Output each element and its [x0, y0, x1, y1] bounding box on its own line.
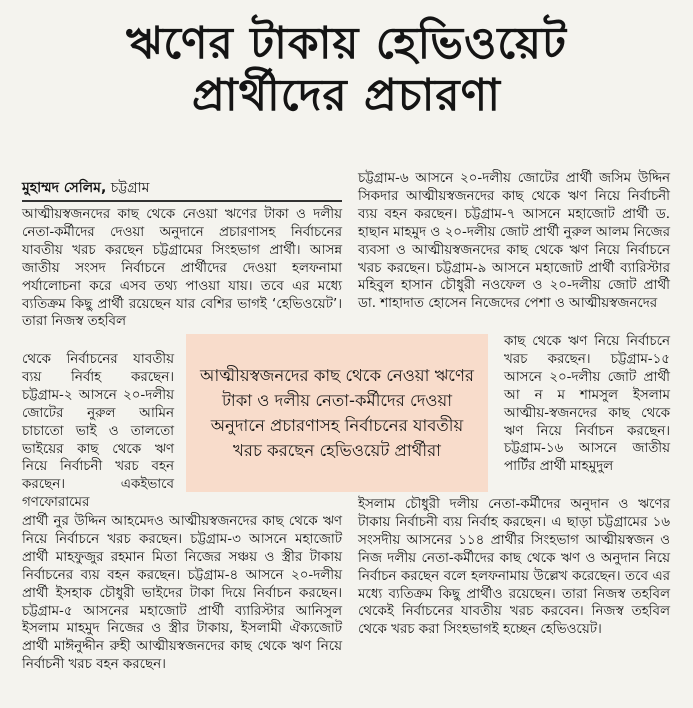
left-column-top-text: আত্মীয়স্বজনদের কাছ থেকে নেওয়া ঋণের টাকা ও দলীয় নেতা-কর্মীদের দেওয়া অনুদানে প্রচারণাসহ নির্বাচনের যাবতীয় খরচ করছেন চট্টগ্রামের সিংহভাগ প্রার্থী। আসন্ন জাতীয় সংসদ নির্বাচনে প্রার্থীদের দেওয়া হলফনামা পর্যালোচনা করে এসব তথ্য পাওয়া যায়। তবে এর মধ্যে ব্যতিক্রম কিছু প্রার্থী রয়েছেন যার বেশির ভাগই ‘হেভিওয়েট’। তারা নিজস্ব তহবিল: [22, 207, 342, 330]
left-column-top: [22, 206, 342, 331]
right-column-top-text: চট্টগ্রাম-৬ আসনে ২০-দলীয় জোটের প্রার্থী জসিম উদ্দিন সিকদার আত্মীয়স্বজনদের কাছ থেকে ঋণ নিয়ে নির্বাচনী ব্যয় বহন করছেন। চট্টগ্রাম-৭ আসনে মহাজোট প্রার্থী ড. হাছান মাহমুদ ও ২০-দলীয় জোট প্রার্থী নুরুল আলম নিজের ব্যবসা ও আত্মীয়স্বজনদের কাছ থেকে ঋণ নিয়ে নির্বাচনে খরচ করছেন। চট্টগ্রাম-৯ আসনে মহাজোট প্রার্থী ব্যারিস্টার মহিবুল হাসান চৌধুরী নওফেল ও ২০-দলীয় জোট প্রার্থী ডা. শাহাদাত হোসেন নিজেদের পেশা ও আত্মীয়স্বজনদের: [358, 171, 670, 312]
right-column-narrow: [504, 333, 670, 476]
byline-rule: [22, 200, 342, 202]
byline: [22, 176, 149, 200]
right-column-bottom-text: ইসলাম চৌধুরী দলীয় নেতা-কর্মীদের অনুদান ও ঋণের টাকায় নির্বাচনী ব্যয় নির্বাহ করছেন। এ ছাড়া চট্টগ্রামের ১৬ সংসদীয় আসনের ১১৪ প্রার্থীর সিংহভাগ আত্মীয়স্বজন ও নিজ দলীয় নেতা-কর্মীদের কাছ থেকে ঋণ ও অনুদান নিয়ে নির্বাচন করছেন বলে হলফনামায় উল্লেখ করেছেন। তবে এর মধ্যে ব্যতিক্রম কিছু প্রার্থীও রয়েছেন। তারা নিজস্ব তহবিল থেকেই নির্বাচনের যাবতীয় খরচ করবেন। নিজস্ব তহবিল থেকে খরচ করা সিংহভাগই হচ্ছেন হেভিওয়েট।: [358, 497, 670, 638]
right-column-narrow-text: কাছ থেকে ঋণ নিয়ে নির্বাচনে খরচ করছেন। চট্টগ্রাম-১৫ আসনে ২০-দলীয় জোট প্রার্থী আ ন ম শামসুল ইসলাম আত্মীয়-স্বজনদের কাছ থেকে ঋণ নিয়ে নির্বাচন করছেন। চট্টগ্রাম-১৬ আসনে জাতীয় পার্টির প্রার্থী মাহমুদুল: [504, 334, 670, 475]
headline-line-2: প্রার্থীদের প্রচারণা: [192, 70, 501, 121]
pull-quote: [186, 334, 488, 492]
right-column-bottom: [358, 496, 670, 639]
headline-line-1: ঋণের টাকায় হেভিওয়েট: [125, 18, 567, 69]
byline-location: চট্টগ্রাম: [106, 180, 150, 196]
left-column-bottom-text: প্রার্থী নুর উদ্দিন আহমেদও আত্মীয়স্বজনদের কাছ থেকে ঋণ নিয়ে নির্বাচনে খরচ করছেন। চট্টগ্রাম-৩ আসনে মহাজোট প্রার্থী মাহফুজুর রহমান মিতা নিজের সঞ্চয় ও স্ত্রীর টাকায় নির্বাচনের ব্যয় বহন করছেন। চট্টগ্রাম-৪ আসনে ২০-দলীয় প্রার্থী ইসহাক চৌধুরী ভাইদের টাকা দিয়ে নির্বাচন করছেন। চট্টগ্রাম-৫ আসনের মহাজোট প্রার্থী ব্যারিস্টার আনিসুল ইসলাম মাহমুদ নিজের ও স্ত্রীর টাকায়, ইসলামী ঐক্যজোট প্রার্থী মাঈনুদ্দীন রুহী আত্মীয়স্বজনদের কাছ থেকে ঋণ নিয়ে নির্বাচনী খরচ বহন করছেন।: [22, 514, 342, 673]
right-column-top: [358, 170, 670, 313]
pull-quote-text: আত্মীয়স্বজনদের কাছ থেকে নেওয়া ঋণের টাকা ও দলীয় নেতা-কর্মীদের দেওয়া অনুদানে প্রচারণাসহ নির্বাচনের যাবতীয় খরচ করছেন হেভিওয়েট প্রার্থীরা: [200, 366, 474, 460]
headline: [0, 18, 693, 122]
left-column-bottom: [22, 513, 342, 674]
left-column-narrow: [22, 351, 174, 512]
left-column-narrow-text: থেকে নির্বাচনের যাবতীয় ব্যয় নির্বাহ করছেন। চট্টগ্রাম-২ আসনে ২০-দলীয় জোটের নুরুল আমিন চাচাতো ভাই ও তালতো ভাইয়ের কাছ থেকে ঋণ নিয়ে নির্বাচনী খরচ বহন করছেন। একইভাবে গণফোরামের: [22, 352, 174, 511]
byline-author: মুহাম্মদ সেলিম,: [22, 180, 107, 196]
